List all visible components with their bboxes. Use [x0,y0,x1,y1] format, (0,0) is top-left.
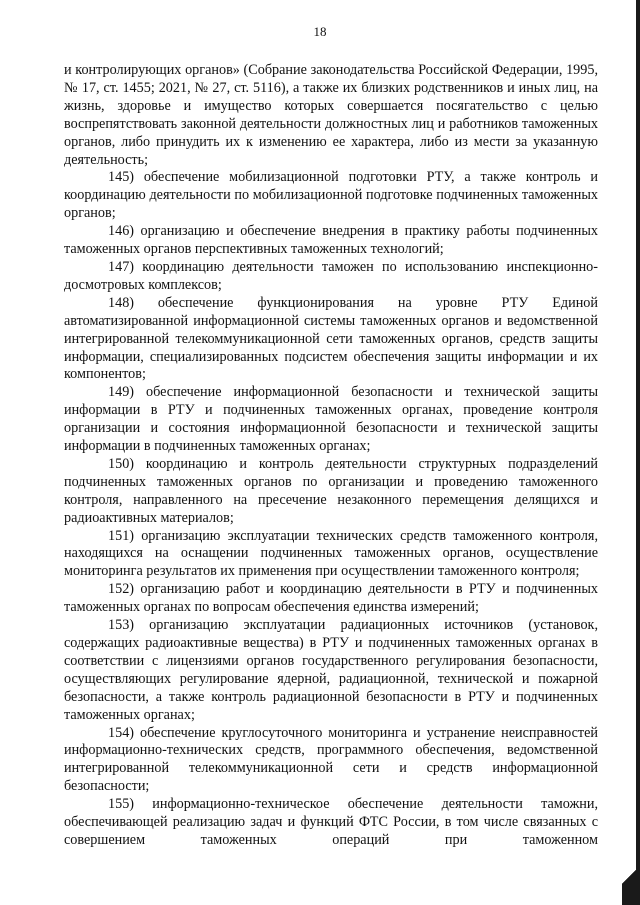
paragraph-item-153: 153) организацию эксплуатации радиационных источников (установок, содержащих радиоактивные вещества) в РТУ и подчиненных таможенных органах в соответствии с лицензиями органов государственного регулирования безопасности, осуществляющих регулирование ядерной, радиационной, технической и пожарной безопасности, а также контроль радиационной безопасности в РТУ и подчиненных таможенных органах; [64,617,598,723]
paragraph-item-155: 155) информационно-техническое обеспечение деятельности таможни, обеспечивающей реализацию задач и функций ФТС России, в том числе связанных с совершением таможенных операций при таможенном [64,796,598,848]
scan-corner-shadow [622,845,640,905]
document-body [64,62,598,850]
paragraph-item-151: 151) организацию эксплуатации технических средств таможенного контроля, находящихся на оснащении подчиненных таможенных органов, осуществление мониторинга результатов их применения при осуществлении таможенного контроля; [64,527,598,580]
paragraph-item-152: 152) организацию работ и координацию деятельности в РТУ и подчиненных таможенных органах по вопросам обеспечения единства измерений; [64,581,598,616]
paragraph-item-154: 154) обеспечение круглосуточного мониторинга и устранение неисправностей информационно-технических средств, программного обеспечения, ведомственной интегрированной телекоммуникационной сети и средств информационной безопасности; [64,724,598,795]
paragraph-item-147: 147) координацию деятельности таможен по использованию инспекционно-досмотровых комплексов; [64,258,598,293]
paragraph-item-146: 146) организацию и обеспечение внедрения в практику работы подчиненных таможенных органов перспективных таможенных технологий; [64,223,598,258]
paragraph-item-148: 148) обеспечение функционирования на уровне РТУ Единой автоматизированной информационной системы таможенных органов и ведомственной интегрированной телекоммуникационной сети таможенных органов, средств защиты информации, специализированных подсистем обеспечения защиты информации и их компонентов; [64,294,598,383]
page-number: 18 [313,24,327,39]
scan-edge-shadow [636,0,640,905]
paragraph-item-149: 149) обеспечение информационной безопасности и технической защиты информации в РТУ и подчиненных таможенных органах, проведение контроля организации и состояния информационной безопасности и технической защиты информации в подчиненных таможенных органах; [64,384,598,455]
paragraph-item-145: 145) обеспечение мобилизационной подготовки РТУ, а также контроль и координацию деятельности по мобилизационной подготовке подчиненных таможенных органов; [64,169,598,222]
paragraph-item-150: 150) координацию и контроль деятельности структурных подразделений подчиненных таможенных органов по организации и проведению таможенного контроля, направленного на пресечение незаконного перемещения делящихся и радиоактивных материалов; [64,455,598,526]
paragraph-continuation: и контролирующих органов» (Собрание законодательства Российской Федерации, 1995, № 17, ст. 1455; 2021, № 27, ст. 5116), а также их близких родственников и иных лиц, на жизнь, здоровье и имущество которых совершается посягательство с целью воспрепятствовать законной деятельности должностных лиц и работников таможенных органов, либо принудить их к изменению ее характера, либо из мести за указанную деятельность; [64,62,598,168]
